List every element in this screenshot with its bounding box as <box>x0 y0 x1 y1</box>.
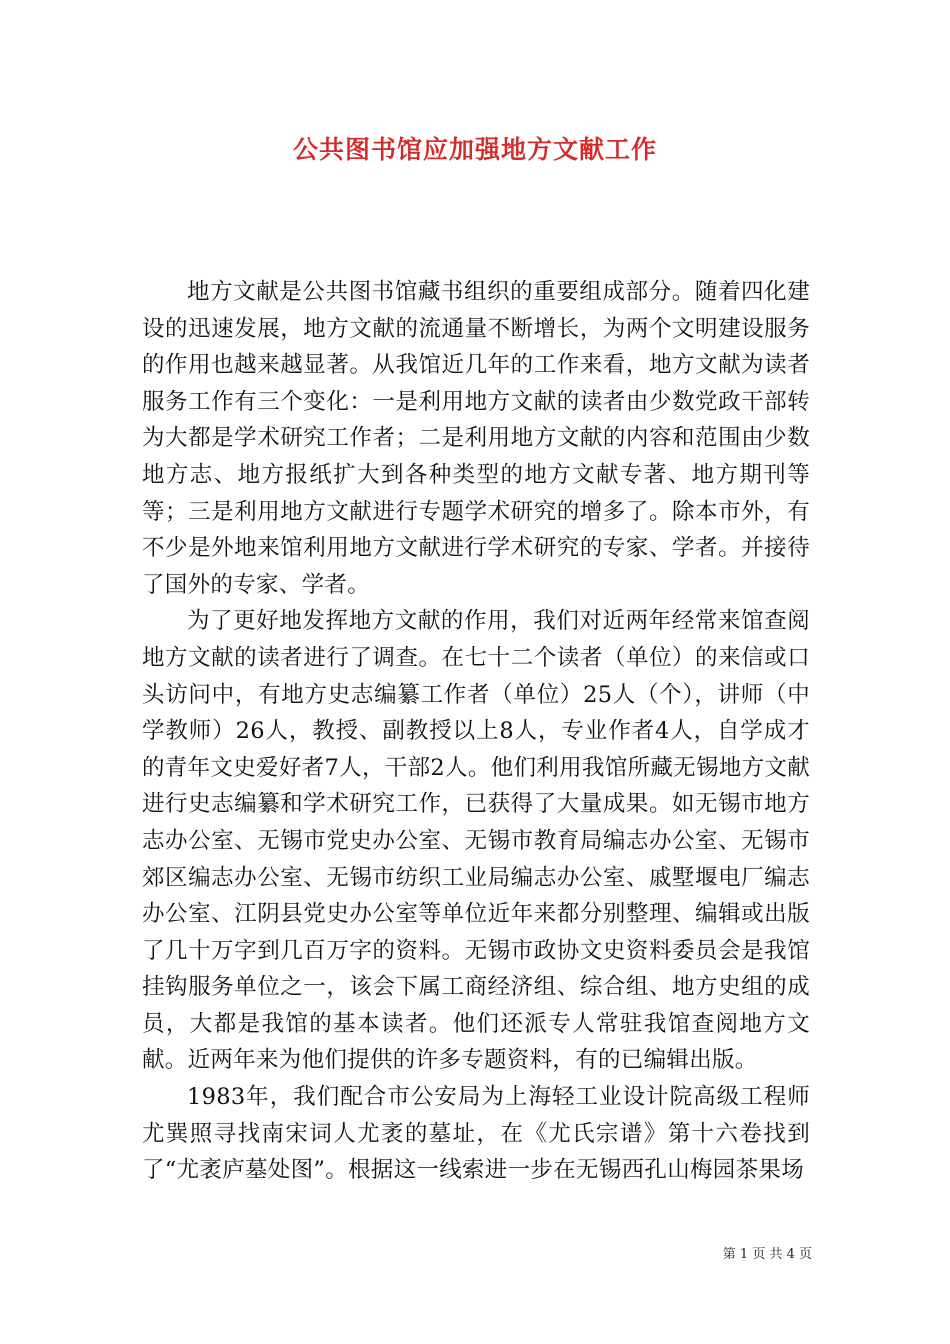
document-body <box>142 274 810 1189</box>
document-title: 公共图书馆应加强地方文献工作 <box>292 135 657 164</box>
page-number: 第 1 页 共 4 页 <box>722 1247 812 1262</box>
paragraph-2: 为了更好地发挥地方文献的作用，我们对近两年经常来馆查阅地方文献的读者进行了调查。在七十二个读者（单位）的来信或口头访问中，有地方史志编纂工作者（单位）25人（个），讲师（中学教师）26人，教授、副教授以上8人，专业作者4人，自学成才的青年文史爱好者7人，干部2人。他们利用我馆所藏无锡地方文献进行史志编纂和学术研究工作，已获得了大量成果。如无锡市地方志办公室、无锡市党史办公室、无锡市教育局编志办公室、无锡市郊区编志办公室、无锡市纺织工业局编志办公室、戚墅堰电厂编志办公室、江阴县党史办公室等单位近年来都分别整理、编辑或出版了几十万字到几百万字的资料。无锡市政协文史资料委员会是我馆挂钩服务单位之一，该会下属工商经济组、综合组、地方史组的成员，大都是我馆的基本读者。他们还派专人常驻我馆查阅地方文献。近两年来为他们提供的许多专题资料，有的已编辑出版。 <box>142 608 810 1074</box>
paragraph-3: 1983年，我们配合市公安局为上海轻工业设计院高级工程师尤巽照寻找南宋词人尤袤的墓址，在《尤氏宗谱》第十六卷找到了“尤袤庐墓处图”。根据这一线索进一步在无锡西孔山梅园茶果场 <box>142 1084 810 1184</box>
paragraph-1: 地方文献是公共图书馆藏书组织的重要组成部分。随着四化建设的迅速发展，地方文献的流通量不断增长，为两个文明建设服务的作用也越来越显著。从我馆近几年的工作来看，地方文献为读者服务工作有三个变化：一是利用地方文献的读者由少数党政干部转为大都是学术研究工作者；二是利用地方文献的内容和范围由少数地方志、地方报纸扩大到各种类型的地方文献专著、地方期刊等等；三是利用地方文献进行专题学术研究的增多了。除本市外，有不少是外地来馆利用地方文献进行学术研究的专家、学者。并接待了国外的专家、学者。 <box>142 279 810 598</box>
